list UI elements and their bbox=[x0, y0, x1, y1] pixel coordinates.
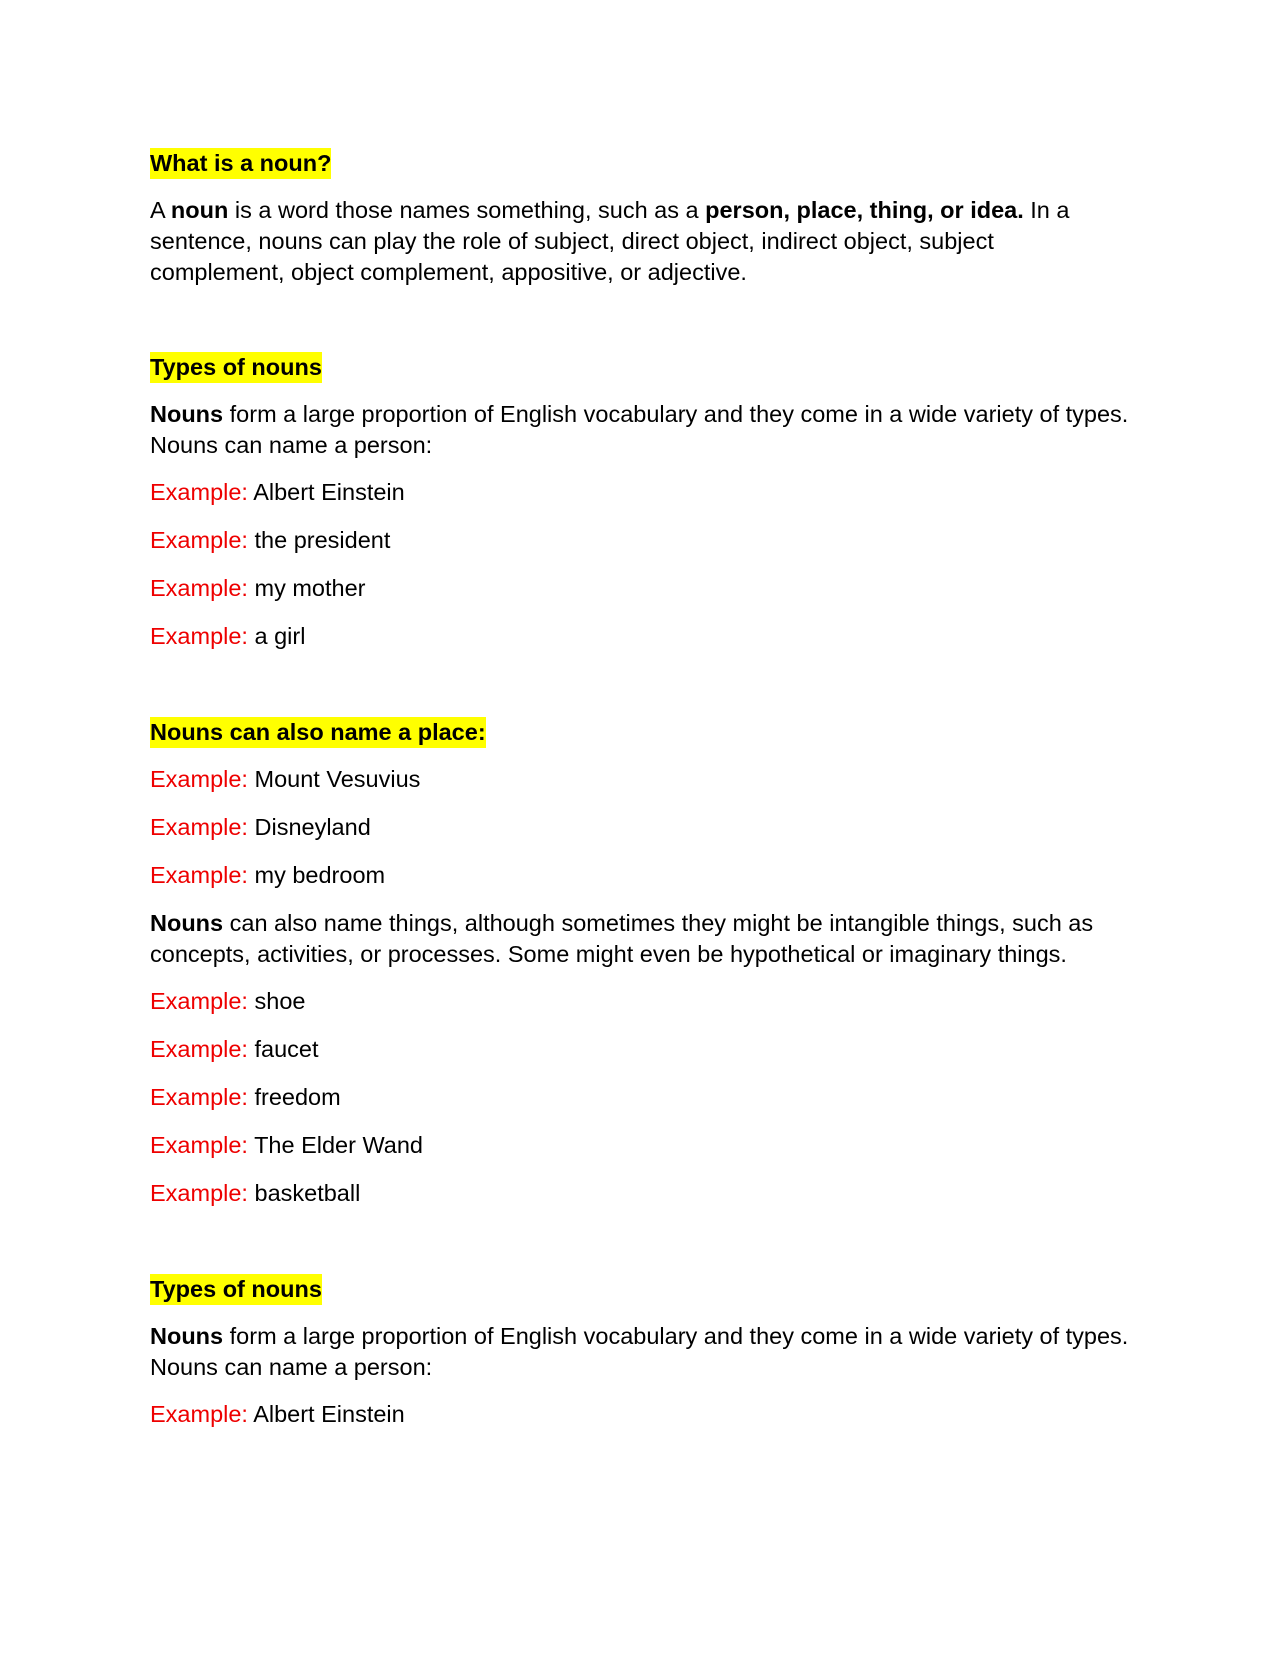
spacer bbox=[150, 304, 1130, 352]
example-text: my mother bbox=[247, 575, 366, 601]
example-label: Example: bbox=[150, 814, 248, 840]
example-label: Example: bbox=[150, 1084, 248, 1110]
example-line bbox=[150, 477, 1130, 508]
heading-nouns-place: Nouns can also name a place: bbox=[150, 717, 486, 748]
example-text: basketball bbox=[247, 1180, 361, 1206]
heading-types-of-nouns: Types of nouns bbox=[150, 352, 322, 383]
example-line bbox=[150, 1082, 1130, 1113]
example-line bbox=[150, 621, 1130, 652]
document-page bbox=[150, 148, 1130, 1447]
bold-term: Nouns bbox=[150, 401, 224, 427]
example-text: Albert Einstein bbox=[247, 479, 405, 505]
example-line bbox=[150, 1034, 1130, 1065]
section-heading bbox=[150, 717, 1130, 748]
text-run: is a word those names something, such as a bbox=[228, 197, 706, 223]
text-run: can also name things, although sometimes they might be intangible things, such as concepts, activities, or processes. Some might even be hypothetical or imaginary things. bbox=[150, 910, 1094, 967]
example-text: Disneyland bbox=[247, 814, 371, 840]
example-label: Example: bbox=[150, 766, 248, 792]
section-heading bbox=[150, 148, 1130, 179]
paragraph-things bbox=[150, 908, 1130, 970]
section-heading bbox=[150, 1274, 1130, 1305]
example-label: Example: bbox=[150, 527, 248, 553]
example-label: Example: bbox=[150, 575, 248, 601]
example-text: a girl bbox=[247, 623, 306, 649]
example-line bbox=[150, 860, 1130, 891]
example-label: Example: bbox=[150, 1180, 248, 1206]
example-text: my bedroom bbox=[247, 862, 386, 888]
example-text: shoe bbox=[247, 988, 306, 1014]
text-run: A bbox=[150, 197, 171, 223]
text-run: form a large proportion of English vocabulary and they come in a wide variety of types. Nouns can name a person: bbox=[150, 401, 1129, 458]
example-label: Example: bbox=[150, 623, 248, 649]
example-text: faucet bbox=[247, 1036, 319, 1062]
bold-term: person, place, thing, or idea. bbox=[705, 197, 1024, 223]
heading-what-is-a-noun: What is a noun? bbox=[150, 148, 331, 179]
example-line bbox=[150, 986, 1130, 1017]
example-text: Mount Vesuvius bbox=[247, 766, 421, 792]
example-label: Example: bbox=[150, 1132, 248, 1158]
heading-types-of-nouns-repeat: Types of nouns bbox=[150, 1274, 322, 1305]
example-label: Example: bbox=[150, 1401, 248, 1427]
example-label: Example: bbox=[150, 479, 248, 505]
example-line bbox=[150, 1130, 1130, 1161]
text-run: form a large proportion of English vocabulary and they come in a wide variety of types. Nouns can name a person: bbox=[150, 1323, 1129, 1380]
example-label: Example: bbox=[150, 1036, 248, 1062]
spacer bbox=[150, 1226, 1130, 1274]
text-run: In a sentence, nouns can play the role of subject, direct object, indirect object, subject complement, object complement, appositive, or adjective. bbox=[150, 197, 1070, 285]
spacer bbox=[150, 669, 1130, 717]
example-text: Albert Einstein bbox=[247, 1401, 405, 1427]
example-text: The Elder Wand bbox=[247, 1132, 424, 1158]
example-label: Example: bbox=[150, 988, 248, 1014]
bold-term: noun bbox=[170, 197, 229, 223]
example-line bbox=[150, 1399, 1130, 1430]
example-line bbox=[150, 1178, 1130, 1209]
example-label: Example: bbox=[150, 862, 248, 888]
bold-term: Nouns bbox=[150, 910, 224, 936]
example-line bbox=[150, 525, 1130, 556]
example-line bbox=[150, 573, 1130, 604]
section-heading bbox=[150, 352, 1130, 383]
example-line bbox=[150, 764, 1130, 795]
bold-term: Nouns bbox=[150, 1323, 224, 1349]
paragraph-definition bbox=[150, 195, 1130, 288]
example-text: the president bbox=[247, 527, 391, 553]
example-text: freedom bbox=[247, 1084, 341, 1110]
example-line bbox=[150, 812, 1130, 843]
paragraph-types-repeat bbox=[150, 1321, 1130, 1383]
paragraph-types bbox=[150, 399, 1130, 461]
